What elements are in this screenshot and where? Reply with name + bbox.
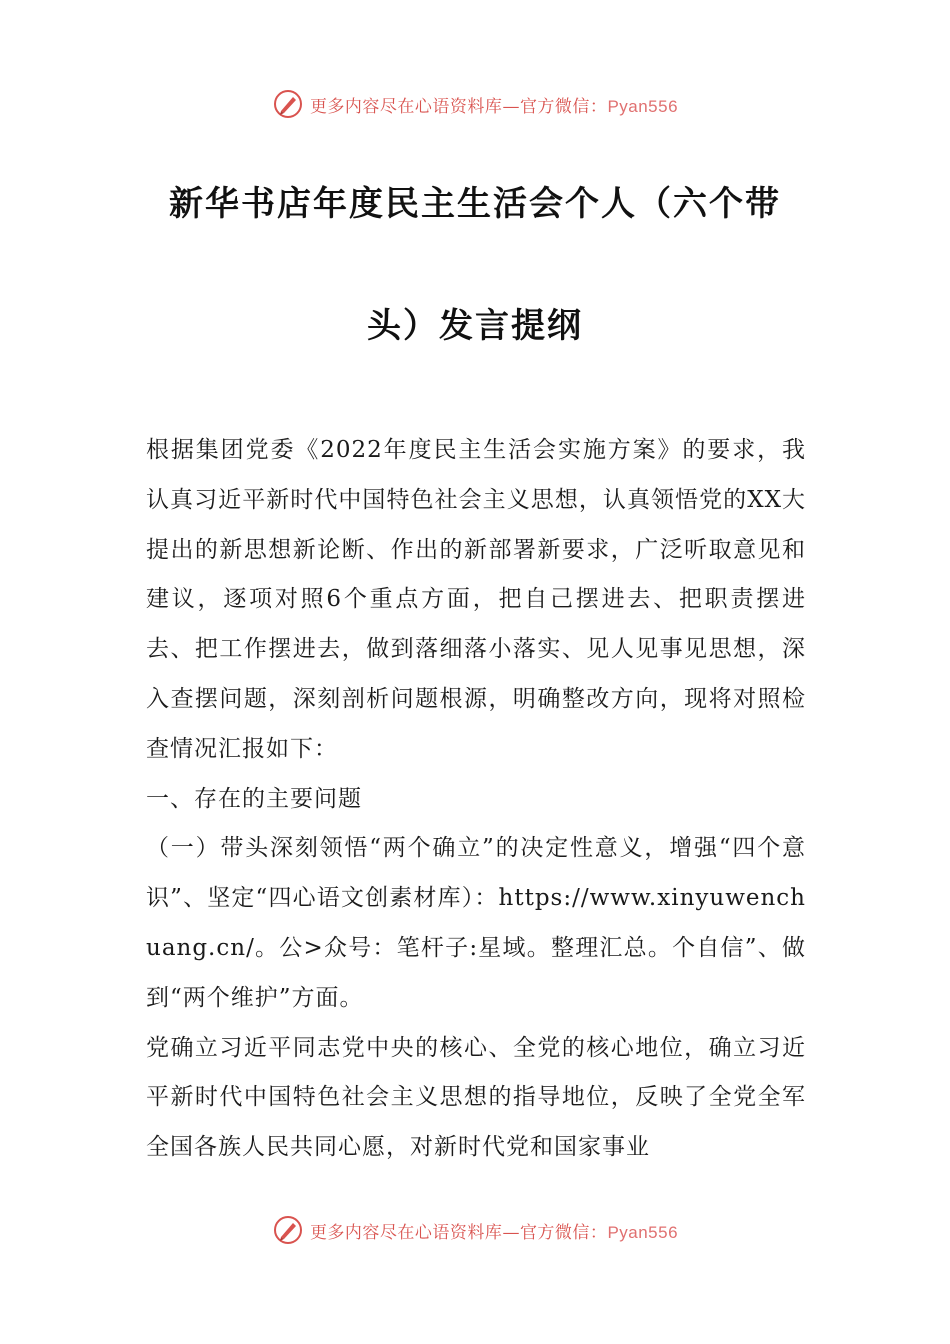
document-title-line2: 头）发言提纲 <box>367 306 583 346</box>
footer-watermark <box>0 1210 950 1250</box>
header-watermark <box>0 84 950 124</box>
paragraph-body: 党确立习近平同志党中央的核心、全党的核心地位，确立习近平新时代中国特色社会主义思想的指导地位，反映了全党全军全国各族人民共同心愿，对新时代党和国家事业 <box>146 1034 806 1161</box>
paragraph-item-1: （一）带头深刻领悟“两个确立”的决定性意义，增强“四个意识”、坚定“四心语文创素材库）：https://www.xinyuwenchuang.cn/。公>众号：笔杆子:星域。整理汇总。个自信”、做到“两个维护”方面。 <box>146 835 806 1011</box>
document-body <box>146 426 806 1173</box>
paragraph-intro: 根据集团党委《2022年度民主生活会实施方案》的要求，我认真习近平新时代中国特色社会主义思想，认真领悟党的XX大提出的新思想新论断、作出的新部署新要求，广泛听取意见和建议，逐项对照6个重点方面，把自己摆进去、把职责摆进去、把工作摆进去，做到落细落小落实、见人见事见思想，深入查摆问题，深刻剖析问题根源，明确整改方向，现将对照检查情况汇报如下： <box>146 437 806 762</box>
watermark-text: 更多内容尽在心语资料库—官方微信：Pyan556 <box>309 96 679 117</box>
pen-logo-icon <box>272 1214 304 1246</box>
pen-logo-icon <box>272 88 304 120</box>
document-title-line1: 新华书店年度民主生活会个人（六个带 <box>169 184 781 224</box>
watermark-text: 更多内容尽在心语资料库—官方微信：Pyan556 <box>309 1222 679 1243</box>
section-heading: 一、存在的主要问题 <box>146 785 362 812</box>
